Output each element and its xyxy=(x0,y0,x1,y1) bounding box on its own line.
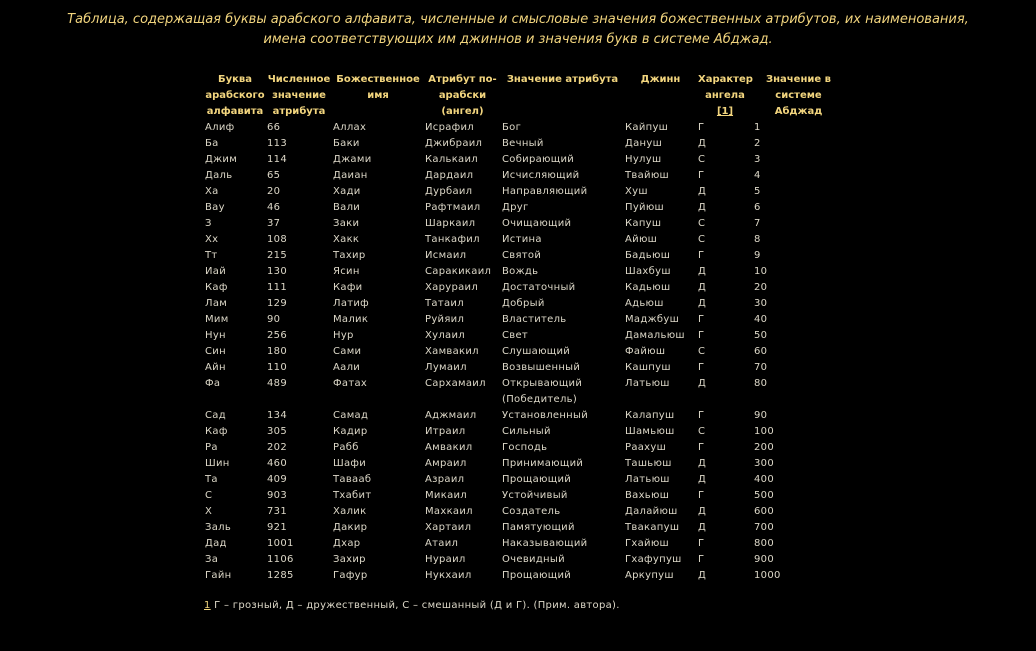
cell-abjad-value: 500 xyxy=(754,490,774,501)
cell-attribute-arabic: Нураил xyxy=(425,554,466,565)
cell-divine-name: Фатах xyxy=(333,378,368,389)
cell-attribute-meaning: Слушающий xyxy=(502,346,571,357)
cell-abjad-value: 9 xyxy=(754,250,761,261)
cell-divine-name: Тахир xyxy=(333,250,366,261)
cell-jinn: Хуш xyxy=(625,186,648,197)
cell-angel-character: С xyxy=(698,154,706,165)
table-row xyxy=(204,424,844,440)
cell-number: 1285 xyxy=(267,570,294,581)
cell-divine-name: Ясин xyxy=(333,266,360,277)
cell-angel-character: С xyxy=(698,218,706,229)
cell-angel-character: Д xyxy=(698,522,707,533)
cell-attribute-arabic: Хартаил xyxy=(425,522,472,533)
cell-abjad-value: 10 xyxy=(754,266,768,277)
cell-letter: За xyxy=(205,554,219,565)
table-row xyxy=(204,312,844,328)
cell-letter: Та xyxy=(205,474,218,485)
cell-attribute-meaning: Прощающий xyxy=(502,474,572,485)
cell-letter: Ра xyxy=(205,442,218,453)
table-row xyxy=(204,456,844,472)
table-row xyxy=(204,184,844,200)
cell-divine-name: Дхар xyxy=(333,538,361,549)
cell-jinn: Пуйюш xyxy=(625,202,665,213)
cell-number: 65 xyxy=(267,170,281,181)
cell-divine-name: Гафур xyxy=(333,570,368,581)
cell-angel-character: Г xyxy=(698,490,705,501)
cell-attribute-arabic: Амвакил xyxy=(425,442,473,453)
cell-jinn: Дамальюш xyxy=(625,330,685,341)
header-letter: Буква арабского алфавита xyxy=(205,74,265,117)
cell-attribute-meaning: Свет xyxy=(502,330,529,341)
cell-angel-character: Д xyxy=(698,298,707,309)
table-row xyxy=(204,136,844,152)
table-row xyxy=(204,200,844,216)
cell-abjad-value: 80 xyxy=(754,378,768,389)
cell-divine-name: Хади xyxy=(333,186,361,197)
cell-jinn: Кашпуш xyxy=(625,362,671,373)
header-attribute-arabic: Атрибут по-арабски (ангел) xyxy=(428,74,497,117)
cell-attribute-meaning: Прощающий xyxy=(502,570,572,581)
cell-jinn: Далайюш xyxy=(625,506,678,517)
cell-abjad-value: 8 xyxy=(754,234,761,245)
cell-letter: Сад xyxy=(205,410,226,421)
cell-attribute-arabic: Джибраил xyxy=(425,138,483,149)
cell-abjad-value: 90 xyxy=(754,410,768,421)
cell-abjad-value: 50 xyxy=(754,330,768,341)
cell-attribute-arabic: Руйяил xyxy=(425,314,465,325)
cell-angel-character: Д xyxy=(698,186,707,197)
cell-angel-character: Г xyxy=(698,122,705,133)
cell-attribute-meaning: Принимающий xyxy=(502,458,584,469)
cell-attribute-arabic: Рафтмаил xyxy=(425,202,481,213)
cell-attribute-arabic: Калькаил xyxy=(425,154,478,165)
cell-jinn: Адьюш xyxy=(625,298,664,309)
cell-angel-character: Г xyxy=(698,410,705,421)
cell-attribute-meaning: Установленный xyxy=(502,410,589,421)
header-abjad-value: Значение в системе Абджад xyxy=(766,74,831,117)
cell-angel-character: Г xyxy=(698,170,705,181)
cell-attribute-meaning: Вождь xyxy=(502,266,539,277)
cell-angel-character: С xyxy=(698,346,706,357)
cell-attribute-arabic: Шаркаил xyxy=(425,218,476,229)
cell-abjad-value: 7 xyxy=(754,218,761,229)
cell-letter: Алиф xyxy=(205,122,235,133)
cell-letter: Лам xyxy=(205,298,228,309)
cell-attribute-arabic: Нукхаил xyxy=(425,570,472,581)
cell-jinn: Латьюш xyxy=(625,378,670,389)
footnote xyxy=(204,600,620,611)
cell-divine-name: Сами xyxy=(333,346,362,357)
cell-angel-character: Д xyxy=(698,282,707,293)
cell-number: 130 xyxy=(267,266,287,277)
cell-attribute-meaning: Вечный xyxy=(502,138,544,149)
cell-jinn: Капуш xyxy=(625,218,662,229)
cell-letter: Син xyxy=(205,346,226,357)
cell-jinn: Файюш xyxy=(625,346,666,357)
cell-abjad-value: 1000 xyxy=(754,570,781,581)
table-row xyxy=(204,264,844,280)
cell-abjad-value: 700 xyxy=(754,522,774,533)
cell-number: 108 xyxy=(267,234,287,245)
cell-jinn: Нулуш xyxy=(625,154,662,165)
table-body xyxy=(204,120,844,584)
cell-attribute-meaning: Очевидный xyxy=(502,554,565,565)
cell-number: 460 xyxy=(267,458,287,469)
cell-divine-name: Джами xyxy=(333,154,372,165)
cell-divine-name: Аали xyxy=(333,362,361,373)
table-row xyxy=(204,280,844,296)
cell-jinn: Ташьюш xyxy=(625,458,672,469)
cell-number: 111 xyxy=(267,282,287,293)
cell-number: 90 xyxy=(267,314,281,325)
cell-divine-name: Баки xyxy=(333,138,360,149)
cell-angel-character: С xyxy=(698,426,706,437)
table-row xyxy=(204,232,844,248)
cell-letter: Джим xyxy=(205,154,238,165)
cell-abjad-value: 900 xyxy=(754,554,774,565)
cell-letter: Айн xyxy=(205,362,226,373)
header-divine-name: Божественное имя xyxy=(336,74,420,101)
cell-letter: Фа xyxy=(205,378,221,389)
cell-attribute-meaning: Направляющий xyxy=(502,186,588,197)
cell-letter: Каф xyxy=(205,426,228,437)
header-jinn: Джинн xyxy=(640,74,681,85)
table-row xyxy=(204,504,844,520)
cell-number: 409 xyxy=(267,474,287,485)
cell-number: 37 xyxy=(267,218,281,229)
cell-jinn: Кайпуш xyxy=(625,122,669,133)
cell-jinn: Вахьюш xyxy=(625,490,670,501)
cell-angel-character: Г xyxy=(698,538,705,549)
cell-letter: Ха xyxy=(205,186,219,197)
cell-divine-name: Даиан xyxy=(333,170,368,181)
page-title xyxy=(0,10,1036,50)
table-row xyxy=(204,408,844,424)
table-header-row xyxy=(204,72,844,120)
table-container xyxy=(204,72,831,584)
header-angel-character xyxy=(697,72,753,120)
cell-attribute-arabic: Азраил xyxy=(425,474,465,485)
table-row xyxy=(204,360,844,376)
footnote-text: Г – грозный, Д – дружественный, С – смешанный (Д и Г). (Прим. автора). xyxy=(210,600,620,611)
cell-letter: Ба xyxy=(205,138,219,149)
cell-jinn: Бадьюш xyxy=(625,250,671,261)
header-angel-character-label: Характер ангела xyxy=(698,74,753,101)
cell-angel-character: Г xyxy=(698,330,705,341)
cell-abjad-value: 6 xyxy=(754,202,761,213)
cell-attribute-arabic: Танкафил xyxy=(425,234,480,245)
cell-attribute-meaning: Возвышенный xyxy=(502,362,581,373)
cell-attribute-arabic: Исрафил xyxy=(425,122,474,133)
table-row xyxy=(204,120,844,136)
cell-jinn: Латьюш xyxy=(625,474,670,485)
cell-attribute-arabic: Махкаил xyxy=(425,506,473,517)
table-row xyxy=(204,248,844,264)
cell-letter: З xyxy=(205,218,212,229)
cell-attribute-meaning: Открывающий (Победитель) xyxy=(502,378,583,405)
cell-attribute-arabic: Сархамаил xyxy=(425,378,486,389)
cell-angel-character: Д xyxy=(698,378,707,389)
cell-attribute-meaning: Властитель xyxy=(502,314,567,325)
cell-attribute-meaning: Истина xyxy=(502,234,542,245)
cell-attribute-arabic: Лумаил xyxy=(425,362,467,373)
cell-angel-character: Г xyxy=(698,362,705,373)
cell-attribute-meaning: Достаточный xyxy=(502,282,576,293)
cell-attribute-arabic: Татаил xyxy=(425,298,464,309)
cell-divine-name: Дакир xyxy=(333,522,368,533)
cell-jinn: Калапуш xyxy=(625,410,675,421)
cell-divine-name: Малик xyxy=(333,314,369,325)
cell-angel-character: Д xyxy=(698,138,707,149)
cell-abjad-value: 200 xyxy=(754,442,774,453)
cell-attribute-meaning: Очищающий xyxy=(502,218,572,229)
cell-letter: Дад xyxy=(205,538,227,549)
cell-attribute-meaning: Собирающий xyxy=(502,154,575,165)
cell-letter: Тт xyxy=(205,250,218,261)
cell-abjad-value: 3 xyxy=(754,154,761,165)
title-line-2: имена соответствующих им джиннов и значения букв в системе Абджад. xyxy=(263,32,773,47)
cell-divine-name: Заки xyxy=(333,218,360,229)
cell-divine-name: Тавааб xyxy=(333,474,372,485)
cell-angel-character: Г xyxy=(698,314,705,325)
table-row xyxy=(204,472,844,488)
cell-abjad-value: 5 xyxy=(754,186,761,197)
cell-angel-character: Д xyxy=(698,474,707,485)
cell-letter: Каф xyxy=(205,282,228,293)
cell-number: 114 xyxy=(267,154,287,165)
cell-angel-character: Д xyxy=(698,570,707,581)
cell-divine-name: Захир xyxy=(333,554,366,565)
table-row xyxy=(204,520,844,536)
cell-attribute-arabic: Дардаил xyxy=(425,170,474,181)
cell-attribute-meaning: Сильный xyxy=(502,426,551,437)
cell-letter: Шин xyxy=(205,458,230,469)
title-line-1: Таблица, содержащая буквы арабского алфавита, численные и смысловые значения божественных атрибутов, их наименования, xyxy=(67,12,969,27)
cell-attribute-arabic: Амраил xyxy=(425,458,467,469)
cell-jinn: Кадьюш xyxy=(625,282,671,293)
cell-number: 180 xyxy=(267,346,287,357)
cell-letter: С xyxy=(205,490,213,501)
cell-jinn: Шамьюш xyxy=(625,426,675,437)
cell-abjad-value: 1 xyxy=(754,122,761,133)
cell-attribute-arabic: Исмаил xyxy=(425,250,467,261)
cell-angel-character: Г xyxy=(698,554,705,565)
cell-jinn: Айюш xyxy=(625,234,658,245)
cell-abjad-value: 300 xyxy=(754,458,774,469)
cell-attribute-arabic: Итраил xyxy=(425,426,466,437)
cell-attribute-meaning: Добрый xyxy=(502,298,545,309)
cell-number: 731 xyxy=(267,506,287,517)
cell-number: 921 xyxy=(267,522,287,533)
cell-jinn: Твайюш xyxy=(625,170,669,181)
cell-attribute-meaning: Исчисляющий xyxy=(502,170,580,181)
cell-divine-name: Халик xyxy=(333,506,367,517)
cell-attribute-arabic: Саракикаил xyxy=(425,266,492,277)
table-row xyxy=(204,296,844,312)
cell-number: 489 xyxy=(267,378,287,389)
table-row xyxy=(204,328,844,344)
table-row xyxy=(204,440,844,456)
cell-angel-character: Г xyxy=(698,250,705,261)
cell-jinn: Аркупуш xyxy=(625,570,674,581)
cell-angel-character: Д xyxy=(698,202,707,213)
cell-number: 256 xyxy=(267,330,287,341)
cell-attribute-meaning: Создатель xyxy=(502,506,561,517)
cell-abjad-value: 70 xyxy=(754,362,768,373)
cell-jinn: Твакапуш xyxy=(625,522,680,533)
cell-divine-name: Кафи xyxy=(333,282,363,293)
cell-angel-character: Г xyxy=(698,442,705,453)
cell-divine-name: Кадир xyxy=(333,426,368,437)
cell-number: 110 xyxy=(267,362,287,373)
cell-number: 215 xyxy=(267,250,287,261)
cell-letter: Иай xyxy=(205,266,227,277)
cell-attribute-arabic: Хулаил xyxy=(425,330,465,341)
cell-divine-name: Аллах xyxy=(333,122,367,133)
cell-divine-name: Тхабит xyxy=(333,490,372,501)
cell-angel-character: С xyxy=(698,234,706,245)
cell-number: 66 xyxy=(267,122,281,133)
arabic-alphabet-table xyxy=(204,72,844,584)
cell-attribute-arabic: Атаил xyxy=(425,538,459,549)
cell-attribute-arabic: Дурбаил xyxy=(425,186,473,197)
header-attribute-meaning: Значение атрибута xyxy=(506,74,619,85)
cell-angel-character: Д xyxy=(698,506,707,517)
cell-jinn: Раахуш xyxy=(625,442,667,453)
cell-number: 46 xyxy=(267,202,281,213)
table-row xyxy=(204,152,844,168)
cell-abjad-value: 100 xyxy=(754,426,774,437)
cell-number: 1106 xyxy=(267,554,294,565)
cell-number: 1001 xyxy=(267,538,294,549)
cell-letter: Мим xyxy=(205,314,229,325)
table-row xyxy=(204,488,844,504)
table-row xyxy=(204,376,844,408)
cell-abjad-value: 600 xyxy=(754,506,774,517)
cell-angel-character: Д xyxy=(698,458,707,469)
cell-divine-name: Самад xyxy=(333,410,369,421)
cell-abjad-value: 400 xyxy=(754,474,774,485)
cell-abjad-value: 20 xyxy=(754,282,768,293)
cell-abjad-value: 30 xyxy=(754,298,768,309)
cell-attribute-arabic: Харураил xyxy=(425,282,479,293)
cell-attribute-meaning: Друг xyxy=(502,202,529,213)
cell-jinn: Гхафупуш xyxy=(625,554,682,565)
cell-jinn: Маджбуш xyxy=(625,314,680,325)
cell-attribute-meaning: Бог xyxy=(502,122,522,133)
cell-attribute-meaning: Наказывающий xyxy=(502,538,588,549)
cell-letter: Нун xyxy=(205,330,226,341)
cell-jinn: Дануш xyxy=(625,138,663,149)
cell-number: 305 xyxy=(267,426,287,437)
cell-abjad-value: 60 xyxy=(754,346,768,357)
cell-letter: Даль xyxy=(205,170,233,181)
cell-letter: Заль xyxy=(205,522,232,533)
cell-divine-name: Хакк xyxy=(333,234,360,245)
header-number: Численное значение атрибута xyxy=(267,74,331,117)
cell-abjad-value: 2 xyxy=(754,138,761,149)
cell-attribute-meaning: Устойчивый xyxy=(502,490,568,501)
cell-attribute-arabic: Хамвакил xyxy=(425,346,479,357)
cell-angel-character: Д xyxy=(698,266,707,277)
footnote-link[interactable]: [1] xyxy=(716,106,734,117)
cell-letter: Х xyxy=(205,506,213,517)
cell-number: 903 xyxy=(267,490,287,501)
cell-abjad-value: 40 xyxy=(754,314,768,325)
cell-attribute-meaning: Господь xyxy=(502,442,548,453)
cell-number: 129 xyxy=(267,298,287,309)
cell-divine-name: Вали xyxy=(333,202,361,213)
cell-letter: Вау xyxy=(205,202,225,213)
cell-number: 20 xyxy=(267,186,281,197)
cell-attribute-arabic: Аджмаил xyxy=(425,410,477,421)
cell-letter: Хх xyxy=(205,234,219,245)
cell-number: 134 xyxy=(267,410,287,421)
cell-abjad-value: 4 xyxy=(754,170,761,181)
cell-attribute-arabic: Микаил xyxy=(425,490,467,501)
table-row xyxy=(204,168,844,184)
table-row xyxy=(204,216,844,232)
cell-jinn: Шахбуш xyxy=(625,266,671,277)
table-row xyxy=(204,568,844,584)
footnote-number-link[interactable]: 1 xyxy=(204,600,211,611)
cell-number: 113 xyxy=(267,138,287,149)
cell-divine-name: Нур xyxy=(333,330,354,341)
cell-attribute-meaning: Святой xyxy=(502,250,542,261)
cell-jinn: Гхайюш xyxy=(625,538,670,549)
table-row xyxy=(204,552,844,568)
cell-letter: Гайн xyxy=(205,570,232,581)
table-row xyxy=(204,536,844,552)
table-row xyxy=(204,344,844,360)
cell-abjad-value: 800 xyxy=(754,538,774,549)
cell-attribute-meaning: Памятующий xyxy=(502,522,575,533)
cell-divine-name: Шафи xyxy=(333,458,367,469)
cell-divine-name: Рабб xyxy=(333,442,359,453)
cell-number: 202 xyxy=(267,442,287,453)
cell-divine-name: Латиф xyxy=(333,298,370,309)
